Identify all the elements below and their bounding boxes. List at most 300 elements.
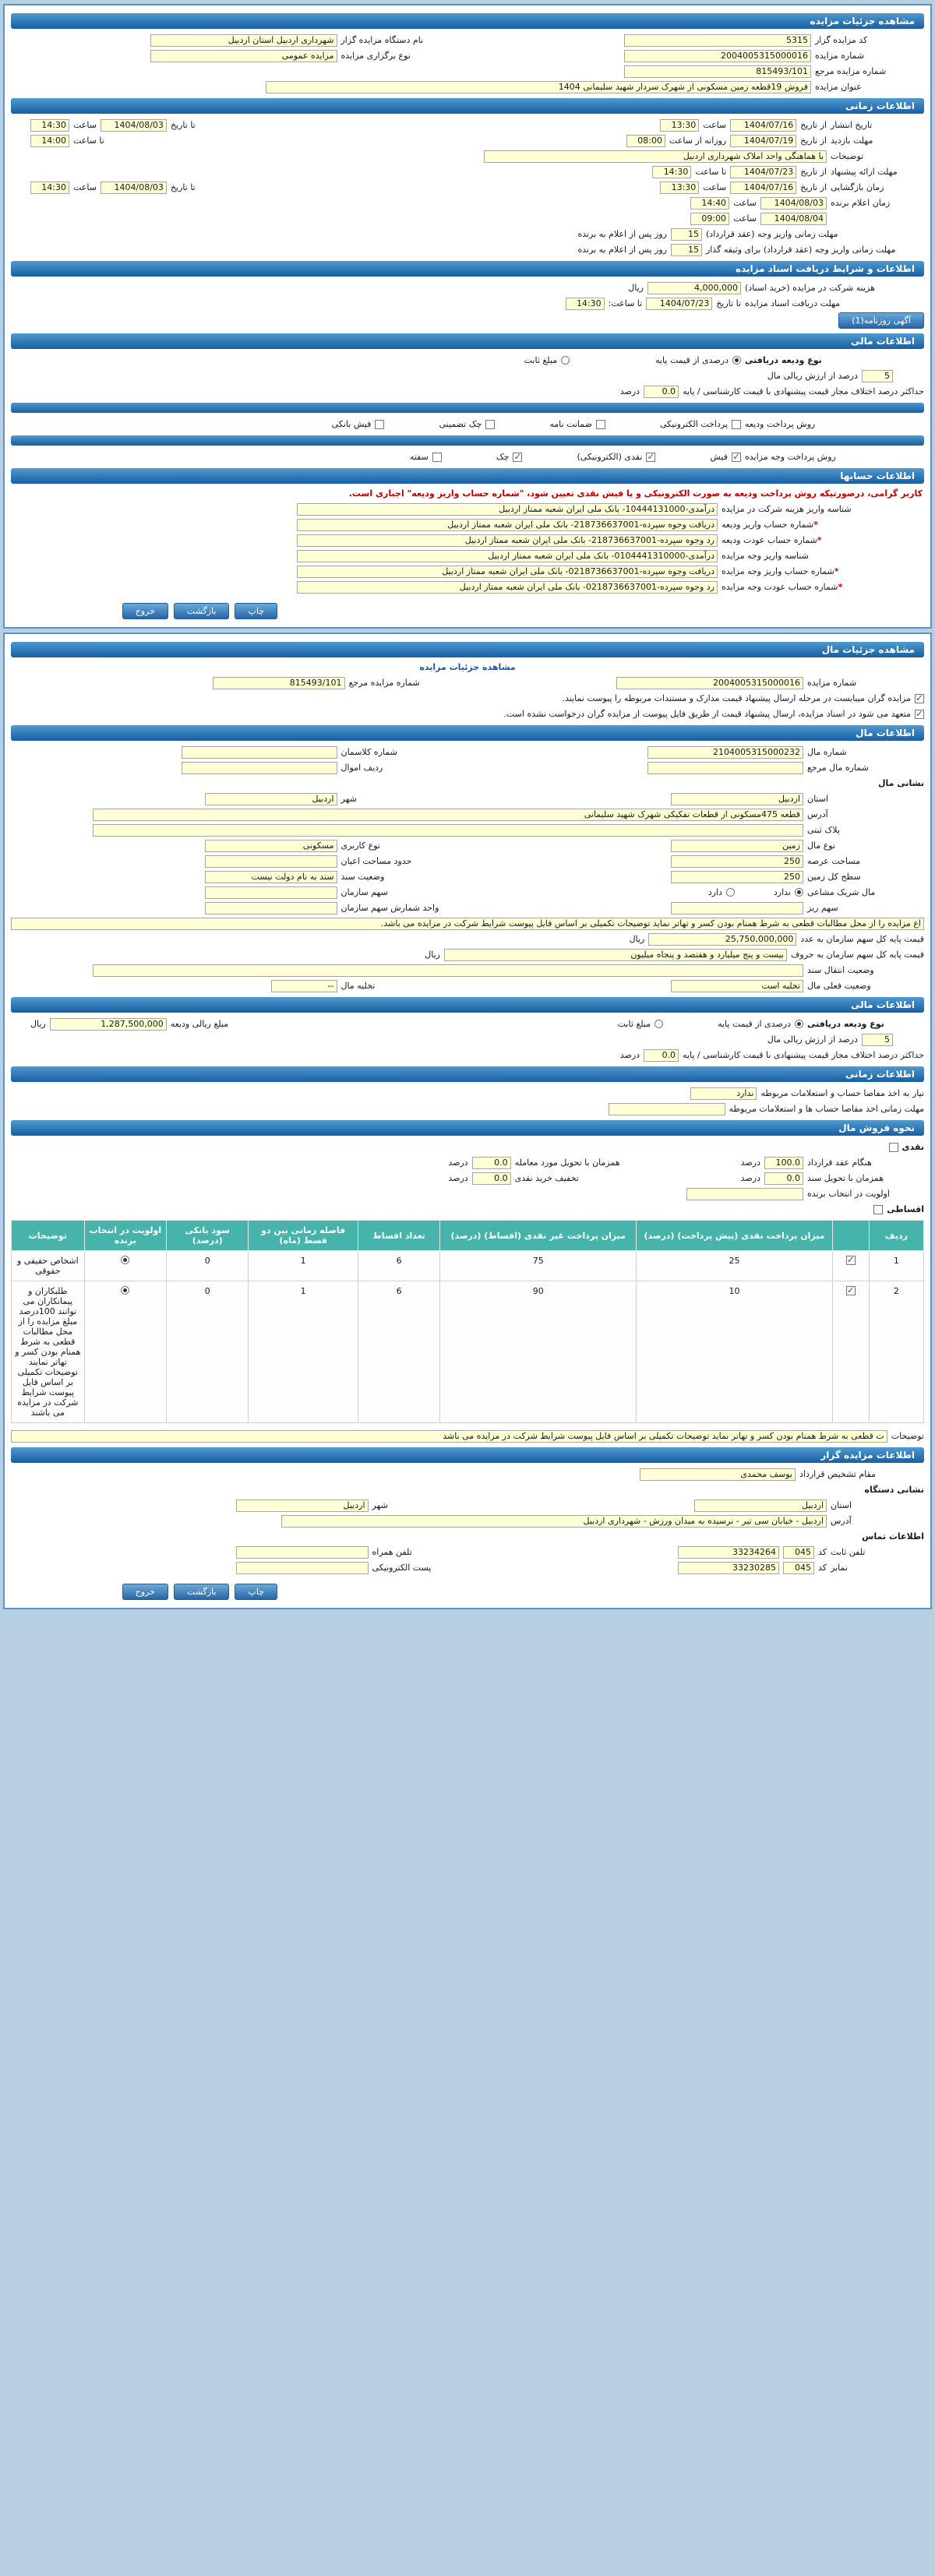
bank-interest-cell: 0 — [167, 1281, 249, 1423]
contract-percent-row — [11, 1156, 924, 1169]
province-input[interactable]: اردبیل — [671, 793, 803, 805]
base-price-words-row — [11, 948, 924, 961]
to-hour-label: تا ساعت — [695, 167, 727, 177]
offer-deadline-row — [11, 165, 924, 178]
installment-sale-label: اقساطی — [887, 1204, 924, 1214]
installment-table — [11, 1220, 924, 1423]
timing-section-bar — [11, 98, 924, 114]
to-date-label: تا تاریخ — [716, 298, 741, 308]
opening-time-row — [11, 181, 924, 194]
sale-comments-input[interactable]: ت قطعی به شرط همنام بودن کسر و تهاتر نماید توضیحات تکمیلی بر اساس فایل پیوست شرایط شرکت در مزایده می باشد — [11, 1430, 887, 1443]
payment-deadline-input[interactable]: 15 — [671, 228, 702, 241]
authority-row — [11, 1468, 924, 1481]
opening-to-date-input[interactable]: 1404/08/03 — [101, 181, 167, 194]
shared-no-radio[interactable] — [795, 888, 803, 897]
auction-type-label: نوع برگزاری مزایده — [340, 51, 411, 61]
accounts-notice: کاربر گرامی، درصورتیکه روش پرداخت ودیعه به صورت الکترونیکی و یا فیش نقدی تعیین شود، "شماره حساب واریز ودیعه" اجباری است. — [348, 488, 923, 499]
check-label: چک — [496, 452, 510, 462]
asset-row-number-input[interactable] — [182, 762, 337, 774]
usage-type-label: نوع کاربری — [340, 840, 380, 851]
account-row-label: شناسه واریز وجه مزایده — [722, 551, 809, 561]
certified-check-checkbox[interactable] — [485, 420, 495, 429]
winner-priority-input[interactable] — [686, 1188, 803, 1200]
asset-ref-label: شماره مال مرجع — [807, 763, 869, 773]
asset-deposit-percent-radio[interactable] — [795, 1020, 803, 1028]
auction-details-title-bar — [11, 13, 924, 29]
publish-from-time-input[interactable]: 13:30 — [660, 119, 699, 132]
payment-deadline-guarantor-input[interactable]: 15 — [671, 244, 702, 256]
authority-input[interactable]: یوسف محمدی — [640, 1468, 796, 1481]
print-button[interactable]: چاپ — [235, 1584, 277, 1600]
row-number-cell: 2 — [869, 1281, 923, 1423]
shared-no-label: ندارد — [773, 887, 791, 897]
page-title: مشاهده جزئیات مزایده — [810, 16, 915, 26]
clearance-need-label: نیاز به اخذ مفاصا حساب و استعلامات مربوطه — [760, 1088, 924, 1098]
newspaper-ad-button[interactable]: آگهی روزنامه(1) — [838, 312, 924, 329]
winner-date-input[interactable]: 1404/08/03 — [760, 197, 827, 210]
installment-gap-cell: 1 — [249, 1281, 358, 1423]
installment-count-cell: 6 — [358, 1281, 439, 1423]
back-button[interactable]: بازگشت — [174, 1584, 230, 1600]
asset-auction-number-label: شماره مزایده — [807, 678, 857, 688]
base-price-words-input[interactable]: بیست و پنج میلیارد و هفتصد و پنجاه میلیون — [444, 949, 787, 961]
asset-row-number-label: ردیف اموال — [340, 763, 383, 773]
phone-label: تلفن ثابت — [831, 1547, 866, 1557]
cash-electronic-checkbox[interactable] — [646, 453, 655, 462]
deposit-amount-label: مبلغ ریالی ودیعه — [170, 1019, 229, 1029]
docs-section-title: اطلاعات و شرایط دریافت اسناد مزایده — [735, 263, 915, 274]
fish-checkbox[interactable] — [732, 453, 741, 462]
asset-max-diff-input[interactable]: 0.0 — [644, 1049, 679, 1062]
docs-deadline-label: مهلت دریافت اسناد مزایده — [745, 298, 841, 308]
winner-announce-row-2 — [11, 212, 924, 225]
account-row-input[interactable]: دریافت وجوه سپرده-218736637001- بانک ملی ایران شعبه ممتاز اردبیل — [297, 519, 718, 531]
max-diff-row — [11, 385, 924, 398]
current-status-label: وضعیت فعلی مال — [807, 981, 871, 991]
rial-label: ریال — [628, 283, 644, 293]
row-select-cell — [832, 1281, 869, 1423]
org-address-header: نشانی دستگاه — [864, 1485, 924, 1495]
org-address-input[interactable]: اردبیل - خیابان سی تیر - نرسیده به میدان ورزش - شهرداری اردبیل — [281, 1515, 827, 1528]
participation-fee-input[interactable]: 4,000,000 — [647, 282, 741, 294]
asset-number-input[interactable]: 2104005315000232 — [647, 746, 803, 759]
participation-fee-row — [11, 281, 924, 294]
exit-button[interactable]: خروج — [122, 1584, 168, 1600]
asset-type-label: نوع مال — [807, 840, 836, 851]
auction-subject-input[interactable]: فروش 19قطعه زمین مسکونی از شهرک سردار شهید سلیمانی 1404 — [266, 81, 811, 93]
auction-pay-method-label: روش پرداخت وجه مزایده — [745, 452, 836, 462]
phone-input[interactable]: 33234264 — [678, 1546, 779, 1559]
registration-plate-row — [11, 823, 924, 837]
cash-sale-row — [11, 1140, 924, 1154]
row-select-checkbox[interactable] — [846, 1256, 856, 1265]
timing-section-title: اطلاعات زمانی — [845, 100, 915, 111]
row-select-cell — [832, 1251, 869, 1281]
email-label: پست الکترونیکی — [372, 1563, 432, 1573]
account-row-input[interactable]: رد وجوه سپرده-0218736637001- بانک ملی ایران شعبه ممتاز اردبیل — [297, 581, 718, 594]
hour-label: ساعت — [703, 182, 727, 192]
registration-plate-label: پلاک ثبتی — [807, 825, 840, 835]
asset-address-row — [11, 808, 924, 821]
docs-deadline-date-input[interactable]: 1404/07/23 — [646, 298, 712, 310]
electronic-payment-label: پرداخت الکترونیکی — [660, 419, 728, 429]
opening-from-date-input[interactable]: 1404/07/16 — [730, 181, 796, 194]
account-row-input[interactable]: دریافت وجوه سپرده-0218736637001- بانک ملی ایران شعبه ممتاز اردبیل — [297, 566, 718, 578]
col-header-installment-gap: فاصله زمانی بین دو قسط (ماه) — [249, 1221, 358, 1251]
credit-payment-cell: 75 — [440, 1251, 637, 1281]
fax-label: نمابر — [831, 1563, 848, 1573]
cash-discount-input[interactable]: 0.0 — [472, 1172, 511, 1185]
publish-date-row — [11, 118, 924, 132]
comments-cell: اشخاص حقیقی و حقوقی — [12, 1251, 85, 1281]
guarantee-letter-label: ضمانت نامه — [549, 419, 592, 429]
from-date-label: از تاریخ — [800, 136, 827, 146]
asset-deposit-percent-input[interactable]: 5 — [862, 1034, 893, 1046]
account-row — [11, 502, 924, 516]
share-detail-label: سهم ریز — [807, 903, 838, 913]
visit-from-date-input[interactable]: 1404/07/19 — [730, 135, 796, 147]
deed-status-input[interactable]: سند به نام دولت نیست — [205, 871, 337, 883]
bank-interest-cell: 0 — [167, 1251, 249, 1281]
asset-deposit-type-row — [11, 1017, 924, 1031]
address-label: آدرس — [807, 809, 828, 819]
bank-slip-checkbox[interactable] — [375, 420, 384, 429]
evacuation-label: تخلیه مال — [340, 981, 376, 991]
auction-ref-input[interactable]: 815493/101 — [624, 65, 811, 78]
visit-note-input[interactable]: با هماهنگی واحد املاک شهرداری اردبیل — [484, 150, 827, 163]
col-header-installment-count: تعداد اقساط — [358, 1221, 439, 1251]
land-area-input[interactable]: 250 — [671, 855, 803, 868]
publish-to-date-input[interactable]: 1404/08/03 — [101, 119, 167, 132]
land-area-label: مساحت عرصه — [807, 856, 861, 866]
visit-note-label: توضیحات — [831, 151, 864, 161]
asset-deposit-percent-option-label: درصدی از قیمت پایه — [718, 1019, 791, 1029]
evacuation-input[interactable]: -- — [271, 980, 337, 992]
opening-to-time-input[interactable]: 14:30 — [30, 181, 69, 194]
deposit-percent-input[interactable]: 5 — [862, 370, 893, 382]
total-land-input[interactable]: 250 — [671, 871, 803, 883]
account-row-label: *شماره حساب واریز ودیعه — [722, 520, 818, 530]
payment-deadline-row — [11, 227, 924, 241]
account-row-label: *شماره حساب عودت ودیعه — [722, 535, 822, 545]
winner2-time-input[interactable]: 09:00 — [690, 213, 729, 225]
city-input[interactable]: اردبیل — [205, 793, 337, 805]
deed-transfer-label: وضعیت انتقال سند — [807, 965, 874, 975]
asset-info-section-title: اطلاعات مال — [856, 728, 915, 738]
docs-deadline-time-input[interactable]: 14:30 — [566, 298, 605, 310]
asset-deposit-percent-row — [11, 1033, 924, 1046]
org-province-label: استان — [831, 1500, 852, 1510]
asset-type-row — [11, 839, 924, 852]
account-row-input[interactable]: درآمدی-0104441310000- بانک ملی ایران شعبه ممتاز اردبیل — [297, 550, 718, 562]
from-date-label: از تاریخ — [800, 182, 827, 192]
clearance-deadline-input[interactable] — [609, 1103, 725, 1115]
row-priority-radio[interactable] — [121, 1286, 129, 1295]
auction-type-input[interactable]: مزایده عمومی — [150, 50, 337, 62]
fax-input[interactable]: 33230285 — [678, 1562, 779, 1574]
asset-max-diff-row — [11, 1048, 924, 1062]
area-code-label: کد — [817, 1547, 827, 1557]
sale-comments-row — [11, 1429, 924, 1443]
account-row-input[interactable]: درآمدی-10444131000- بانک ملی ایران شعبه ممتاز اردبیل — [297, 503, 718, 516]
deposit-fixed-radio[interactable] — [561, 356, 570, 365]
sale-comments-label: توضیحات — [891, 1431, 924, 1441]
col-header-comments: توضیحات — [12, 1221, 85, 1251]
auction-code-row — [11, 33, 924, 47]
base-price-input[interactable]: 25,750,000,000 — [648, 933, 796, 946]
winner-priority-label: اولویت در انتخاب برنده — [807, 1189, 890, 1199]
installment-sale-checkbox[interactable] — [873, 1205, 883, 1214]
cash-payment-cell: 10 — [637, 1281, 833, 1423]
org-share-input[interactable] — [205, 886, 337, 899]
winner-priority-row — [11, 1187, 924, 1200]
contract-percent-label: هنگام عقد قرارداد — [807, 1158, 872, 1168]
auction-subject-label: عنوان مزایده — [815, 82, 862, 92]
panel2-buttons — [11, 1584, 924, 1600]
fish-label: فیش — [710, 452, 728, 462]
payment-deadline-label: مهلت زمانی واریز وجه (عقد قرارداد) — [706, 229, 838, 239]
deed-transfer-input[interactable] — [93, 964, 803, 977]
auction-pay-method-row — [11, 450, 924, 463]
share-detail-input[interactable] — [671, 902, 803, 914]
phone-code-input[interactable]: 045 — [783, 1546, 814, 1559]
asset-deposit-percent-suffix: درصد از ارزش ریالی مال — [767, 1034, 858, 1045]
phone-row — [11, 1545, 924, 1559]
percent-unit-label: درصد — [448, 1158, 468, 1168]
auction-ref-label: شماره مزایده مرجع — [815, 66, 887, 76]
row-select-checkbox[interactable] — [846, 1286, 856, 1295]
classification-number-input[interactable] — [182, 746, 337, 759]
asset-ref-row — [11, 761, 924, 774]
percent-unit-label: درصد — [448, 1173, 468, 1183]
cash-payment-cell: 25 — [637, 1251, 833, 1281]
to-hour-label: تا ساعت — [73, 136, 104, 146]
row-priority-radio[interactable] — [121, 1256, 129, 1264]
opening-label: زمان بازگشایی — [831, 182, 884, 192]
visit-date-row — [11, 134, 924, 147]
deposit-percent-radio[interactable] — [732, 356, 741, 365]
authority-label: مقام تشخیص قرارداد — [799, 1469, 876, 1479]
no-file-offer-row — [11, 707, 924, 721]
deed-percent-row — [11, 1172, 924, 1185]
print-button[interactable]: چاپ — [235, 603, 277, 619]
asset-auction-ref-input[interactable]: 815493/101 — [213, 677, 345, 689]
cash-sale-checkbox[interactable] — [889, 1143, 898, 1152]
participation-fee-label: هزینه شرکت در مزایده (خرید اسناد) — [745, 283, 875, 293]
bidder-code-input[interactable]: 5315 — [624, 34, 811, 47]
contact-header: اطلاعات تماس — [862, 1531, 924, 1542]
auction-number-input[interactable]: 2004005315000016 — [624, 50, 811, 62]
asset-deposit-type-label: نوع ودیعه دریافتی — [807, 1019, 884, 1029]
winner2-date-input[interactable]: 1404/08/04 — [760, 213, 827, 225]
org-address-label: آدرس — [831, 1516, 852, 1526]
attach-docs-row — [11, 692, 924, 705]
asset-description-input[interactable]: اع مزایده را از محل مطالبات قطعی به شرط همنام بودن کسر و تهاتر نماید توضیحات تکمیلی بر اساس فایل پیوست شرایط شرکت در مزایده می باشد. — [11, 918, 924, 930]
visit-note-row — [11, 150, 924, 163]
payment-deadline-guarantor-label: مهلت زمانی واریز وجه (عقد قرارداد) برای وثیقه گذار — [706, 245, 896, 255]
deposit-percent-option-label: درصدی از قیمت پایه — [655, 355, 729, 365]
contact-header-row — [11, 1530, 924, 1543]
asset-page-title: مشاهده جزئیات مال — [821, 644, 915, 655]
asset-details-title-bar — [11, 642, 924, 657]
section-divider-bar — [11, 435, 924, 446]
panel1-buttons — [11, 603, 924, 619]
deed-percent-input[interactable]: 0.0 — [764, 1172, 803, 1185]
asset-timing-section-title: اطلاعات زمانی — [845, 1069, 915, 1080]
base-price-row — [11, 932, 924, 946]
asset-auction-ref-label: شماره مزایده مرجع — [348, 678, 420, 688]
building-area-input[interactable] — [205, 855, 337, 868]
current-status-input[interactable]: تخلیه است — [671, 980, 803, 992]
installment-table-row — [12, 1281, 924, 1423]
org-city-label: شهر — [372, 1500, 388, 1510]
asset-financial-section-bar — [11, 997, 924, 1013]
visit-to-time-input[interactable]: 14:00 — [30, 135, 69, 147]
asset-financial-section-title: اطلاعات مالی — [850, 999, 915, 1010]
account-row — [11, 580, 924, 594]
building-area-label: حدود مساحت اعیان — [340, 856, 412, 866]
col-header-cash-payment: میزان پرداخت نقدی (پیش پرداخت) (درصد) — [637, 1221, 833, 1251]
area-code-label: کد — [817, 1563, 827, 1573]
asset-auction-number-row — [11, 676, 924, 689]
exit-button[interactable]: خروج — [122, 603, 168, 619]
shared-yes-radio[interactable] — [726, 888, 735, 897]
winner-priority-cell — [84, 1281, 166, 1423]
org-city-input[interactable]: اردبیل — [236, 1499, 369, 1512]
col-header-winner-priority: اولویت در انتخاب برنده — [84, 1221, 166, 1251]
share-detail-row — [11, 901, 924, 914]
asset-timing-section-bar — [11, 1066, 924, 1082]
percent-unit-label: درصد — [740, 1158, 760, 1168]
visit-daily-from-input[interactable]: 08:00 — [626, 135, 665, 147]
asset-province-row — [11, 792, 924, 805]
fax-code-input[interactable]: 045 — [783, 1562, 814, 1574]
account-row — [11, 534, 924, 547]
asset-ref-input[interactable] — [647, 762, 803, 774]
hour-label: ساعت — [703, 120, 727, 130]
deposit-type-row — [11, 354, 924, 367]
guarantee-letter-checkbox[interactable] — [596, 420, 605, 429]
land-area-row — [11, 855, 924, 868]
publish-from-date-input[interactable]: 1404/07/16 — [730, 119, 796, 132]
col-header-credit-payment: میزان پرداخت غیر نقدی (اقساط) (درصد) — [440, 1221, 637, 1251]
account-row-input[interactable]: رد وجوه سپرده-218736637001- بانک ملی ایران شعبه ممتاز اردبیل — [297, 534, 718, 547]
asset-number-row — [11, 745, 924, 759]
asset-type-input[interactable]: زمین — [671, 840, 803, 852]
to-hour-label: تا ساعت: — [608, 298, 643, 308]
opening-time-input[interactable]: 13:30 — [660, 181, 699, 194]
payment-deadline-guarantor-suffix: روز پس از اعلام به برنده — [577, 245, 667, 255]
check-checkbox[interactable] — [513, 453, 522, 462]
clearance-need-input[interactable]: ندارد — [690, 1087, 757, 1100]
col-header-row-number: ردیف — [869, 1221, 923, 1251]
deposit-amount-input[interactable]: 1,287,500,000 — [50, 1018, 167, 1031]
rial-label: ریال — [629, 934, 645, 944]
max-diff-label: حداکثر درصد اختلاف مجاز قیمت پیشنهادی با قیمت کارشناسی / پایه — [683, 386, 924, 396]
deed-transfer-row — [11, 964, 924, 977]
winner-time-input[interactable]: 14:40 — [690, 197, 729, 210]
contract-percent-input[interactable]: 100.0 — [764, 1157, 803, 1169]
payment-deadline-suffix: روز پس از اعلام به برنده — [577, 229, 667, 239]
bidder-org-section-bar — [11, 1447, 924, 1463]
org-name-input[interactable]: شهرداری اردبیل استان اردبیل — [150, 34, 337, 47]
hour-label: ساعت — [73, 120, 97, 130]
org-province-row — [11, 1499, 924, 1512]
auction-details-link[interactable]: مشاهده جزئیات مزایده — [419, 662, 516, 672]
usage-type-input[interactable]: مسکونی — [205, 840, 337, 852]
mobile-label: تلفن همراه — [372, 1547, 412, 1557]
mobile-input[interactable] — [236, 1546, 369, 1559]
installment-table-header-row — [12, 1221, 924, 1251]
installment-gap-cell: 1 — [249, 1251, 358, 1281]
province-label: استان — [807, 794, 829, 804]
registration-plate-input[interactable] — [93, 824, 803, 837]
no-file-offer-checkbox[interactable] — [915, 710, 924, 719]
max-diff-input[interactable]: 0.0 — [644, 386, 679, 398]
asset-deposit-fixed-option-label: مبلغ ثابت — [617, 1019, 651, 1029]
shared-yes-label: دارد — [707, 887, 722, 897]
deposit-percent-suffix: درصد از ارزش ریالی مال — [767, 371, 858, 381]
address-input[interactable]: قطعه 475مسکونی از قطعات تفکیکی شهرک شهید سلیمانی — [93, 809, 803, 821]
promissory-note-checkbox[interactable] — [432, 453, 442, 462]
asset-auction-number-input[interactable]: 2004005315000016 — [616, 677, 803, 689]
delivery-percent-input[interactable]: 0.0 — [472, 1157, 511, 1169]
electronic-payment-checkbox[interactable] — [732, 420, 741, 429]
cash-sale-label: نقدی — [901, 1142, 924, 1152]
org-share-label: سهم سازمان — [340, 887, 388, 897]
percent-unit-label: درصد — [619, 386, 640, 396]
daily-from-hour-label: روزانه از ساعت — [669, 136, 727, 146]
offer-deadline-label: مهلت ارائه پیشنهاد — [831, 167, 898, 177]
auction-number-label: شماره مزایده — [815, 51, 865, 61]
publish-label: تاریخ انتشار — [831, 120, 873, 130]
offer-to-time-input[interactable]: 14:30 — [652, 166, 691, 178]
promissory-note-label: سفته — [409, 452, 429, 462]
auction-details-panel — [3, 4, 932, 629]
financial-section-title: اطلاعات مالی — [850, 336, 915, 347]
back-button[interactable]: بازگشت — [174, 603, 230, 619]
deposit-percent-row — [11, 369, 924, 382]
installment-table-row — [12, 1251, 924, 1281]
col-header-bank-interest: سود بانکی (درصد) — [167, 1221, 249, 1251]
fax-row — [11, 1561, 924, 1574]
share-unit-input[interactable] — [205, 902, 337, 914]
rial-label: ریال — [425, 950, 440, 960]
asset-info-section-bar — [11, 725, 924, 741]
payment-deadline-guarantor-row — [11, 243, 924, 256]
cash-discount-label: تخفیف خرید نقدی — [514, 1173, 579, 1183]
org-province-input[interactable]: اردبیل — [694, 1499, 827, 1512]
bidder-org-section-title: اطلاعات مزایده گزار — [820, 1450, 915, 1461]
comments-cell: طلبکاران و پیمانکاران می توانند 100درصد مبلغ مزایده را از محل مطالبات قطعی به شرط همنام بودن کسر و تهاتر نمایند توضیحات تکمیلی بر اساس فایل پیوست شرایط شرکت در مزایده می باشند — [12, 1281, 85, 1423]
total-land-row — [11, 870, 924, 883]
attach-docs-checkbox[interactable] — [915, 694, 924, 703]
publish-to-time-input[interactable]: 14:30 — [30, 119, 69, 132]
bidder-code-label: کد مزایده گزار — [815, 35, 868, 45]
account-row-label: *شماره حساب واریز وجه مزایده — [722, 566, 839, 576]
hour-label: ساعت — [73, 182, 97, 192]
financial-section-bar — [11, 333, 924, 349]
from-date-label: از تاریخ — [800, 167, 827, 177]
account-row — [11, 565, 924, 578]
asset-address-header-row — [11, 777, 924, 790]
shared-ownership-row — [11, 886, 924, 899]
email-input[interactable] — [236, 1562, 369, 1574]
asset-deposit-fixed-radio[interactable] — [654, 1020, 663, 1028]
deed-status-label: وضعیت سند — [340, 872, 385, 882]
current-status-row — [11, 979, 924, 992]
offer-from-date-input[interactable]: 1404/07/23 — [730, 166, 796, 178]
